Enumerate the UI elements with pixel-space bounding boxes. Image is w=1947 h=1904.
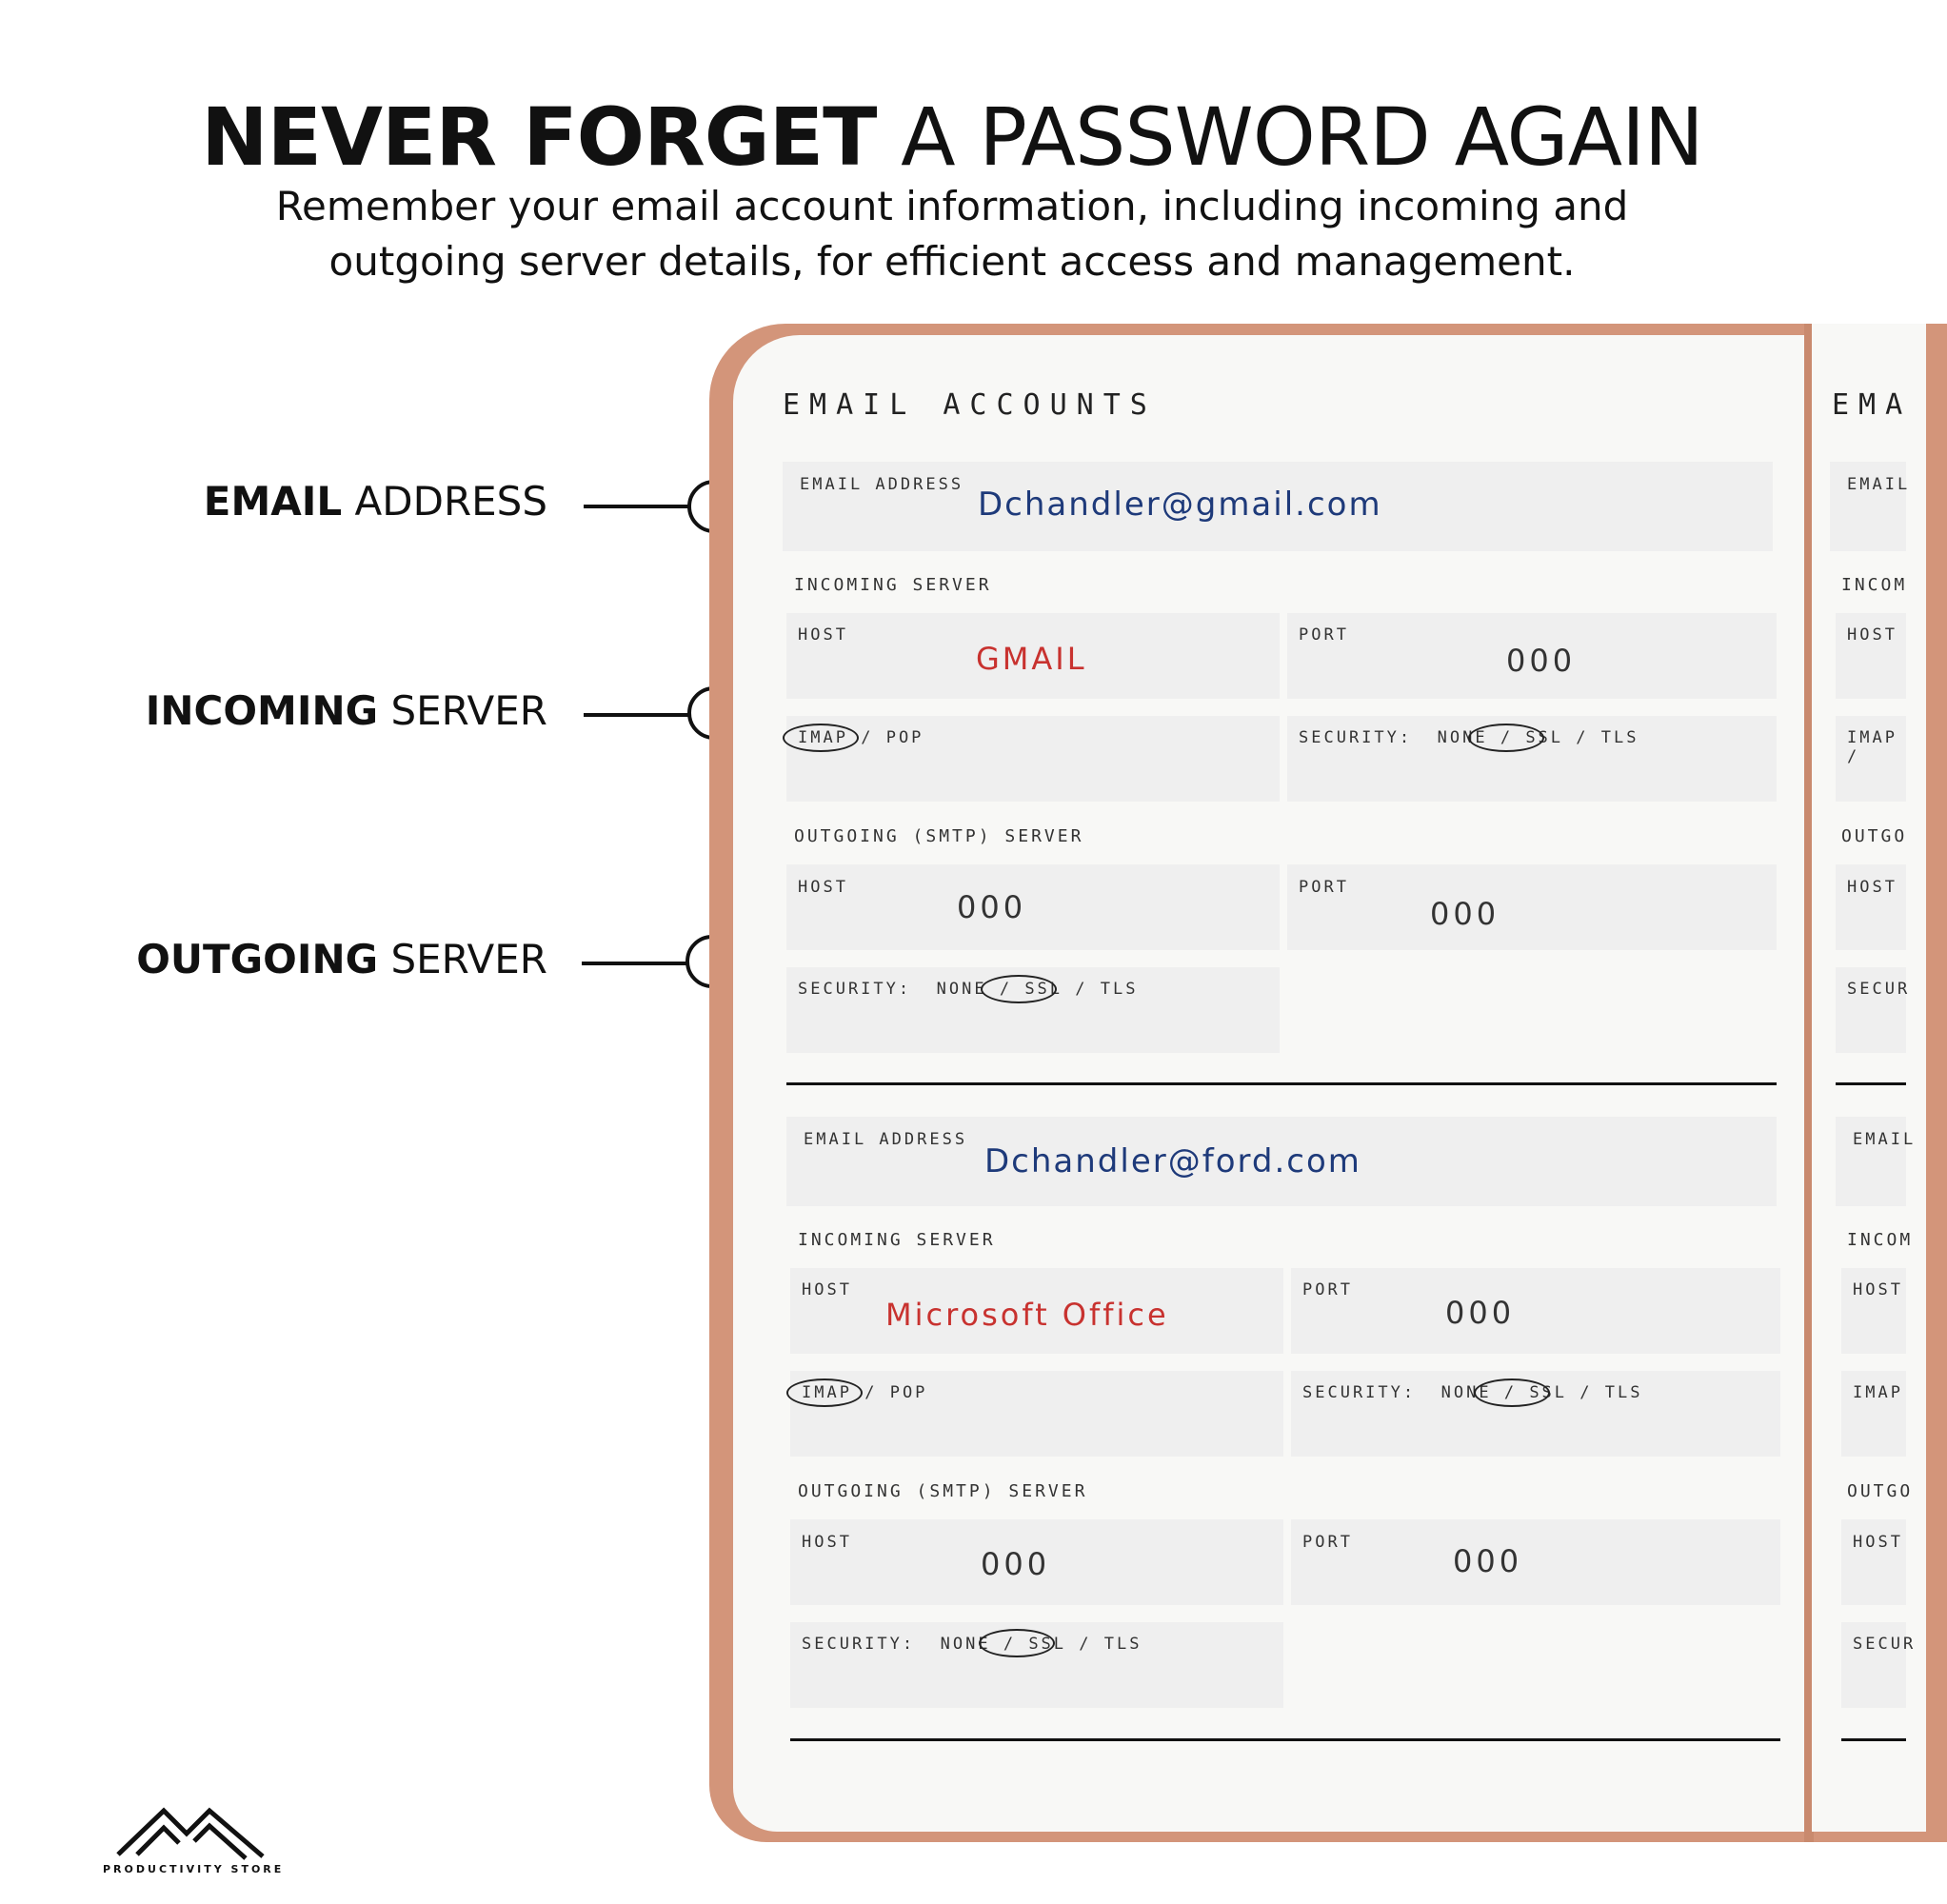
callout-email-address <box>204 478 547 525</box>
outgoing-host-value-2: 000 <box>981 1546 1051 1582</box>
email-value-1: Dchandler@gmail.com <box>978 486 1382 524</box>
separator: / <box>1579 1383 1593 1402</box>
incoming-port-field-2[interactable] <box>1291 1268 1780 1354</box>
ssl-option: SSL <box>1529 1383 1568 1402</box>
incoming-port-value-1: 000 <box>1506 643 1577 679</box>
ssl-option: SSL <box>1028 1635 1067 1654</box>
subtitle-line-1: Remember your email account information, including incoming and <box>275 183 1629 229</box>
separator: / <box>1079 1635 1092 1654</box>
port-label: PORT <box>1302 1280 1353 1299</box>
incoming-host-value-2: Microsoft Office <box>885 1297 1169 1333</box>
callout-bold: OUTGOING <box>136 936 379 982</box>
email-value-2: Dchandler@ford.com <box>984 1142 1361 1180</box>
host-label: HOST <box>798 878 848 897</box>
none-option: NONE <box>936 980 987 999</box>
next-page-label: IMAP <box>1853 1383 1903 1402</box>
none-option: NONE <box>1440 1383 1492 1402</box>
separator: / <box>1500 728 1514 747</box>
next-page-label: HOST <box>1847 878 1897 897</box>
outgoing-host-field-1[interactable] <box>786 864 1280 950</box>
incoming-server-heading: INCOMING SERVER <box>798 1230 996 1250</box>
callout-outgoing-server <box>136 936 547 982</box>
ssl-option: SSL <box>1024 980 1063 999</box>
callout-light: SERVER <box>390 687 547 734</box>
subtitle-line-2: outgoing server details, for efficient access and management. <box>328 238 1576 285</box>
pop-option: POP <box>885 728 924 747</box>
ssl-circle-mark <box>1468 724 1544 752</box>
imap-option: IMAP <box>798 728 848 747</box>
next-page-label: INCOM <box>1841 575 1908 595</box>
imap-circle-mark <box>783 724 859 752</box>
callout-connector <box>582 962 688 965</box>
section-divider <box>1841 1738 1906 1741</box>
next-page-label: HOST <box>1853 1533 1903 1552</box>
none-option: NONE <box>940 1635 991 1654</box>
host-label: HOST <box>802 1533 852 1552</box>
section-divider <box>786 1082 1777 1085</box>
next-page-label: IMAP / <box>1847 728 1897 766</box>
next-page-label: OUTGO <box>1841 826 1908 846</box>
security-options <box>1302 1383 1643 1402</box>
next-page-label: EMAIL <box>1847 475 1911 494</box>
ssl-circle-mark <box>979 1629 1055 1657</box>
host-label: HOST <box>802 1280 852 1299</box>
ssl-circle-mark <box>981 975 1057 1003</box>
tls-option: TLS <box>1604 1383 1643 1402</box>
ssl-circle-mark <box>1474 1378 1550 1407</box>
next-page-title: EMA <box>1832 388 1913 422</box>
mountain-logo-icon <box>105 1797 276 1866</box>
headline-light: A PASSWORD AGAIN <box>901 90 1703 184</box>
callout-bold: EMAIL <box>203 478 343 525</box>
port-label: PORT <box>1299 878 1349 897</box>
port-label: PORT <box>1299 625 1349 645</box>
none-option: NONE <box>1437 728 1488 747</box>
security-options <box>798 980 1139 999</box>
security-label: SECURITY: <box>1302 1383 1417 1402</box>
imap-option: IMAP <box>802 1383 852 1402</box>
pop-option: POP <box>889 1383 928 1402</box>
security-label: SECURITY: <box>802 1635 916 1654</box>
email-label: EMAIL ADDRESS <box>804 1130 968 1149</box>
next-page-label: OUTGO <box>1847 1481 1914 1501</box>
callout-light: ADDRESS <box>354 478 547 525</box>
email-label: EMAIL ADDRESS <box>800 475 964 494</box>
callout-light: SERVER <box>390 936 547 982</box>
section-divider <box>1836 1082 1906 1085</box>
section-divider <box>790 1738 1780 1741</box>
separator: / <box>1503 1383 1518 1402</box>
outgoing-port-field-2[interactable] <box>1291 1519 1780 1605</box>
tls-option: TLS <box>1100 980 1139 999</box>
outgoing-host-value-1: 000 <box>957 889 1027 925</box>
tls-option: TLS <box>1600 728 1639 747</box>
separator: / <box>1003 1635 1017 1654</box>
callout-connector <box>584 505 690 508</box>
ssl-option: SSL <box>1525 728 1564 747</box>
incoming-host-value-1: GMAIL <box>976 641 1087 677</box>
imap-circle-mark <box>786 1378 863 1407</box>
page-title: EMAIL ACCOUNTS <box>783 388 1157 422</box>
next-page-label: HOST <box>1853 1280 1903 1299</box>
next-page-label: INCOM <box>1847 1230 1914 1250</box>
next-page-label: SECUR <box>1847 980 1911 999</box>
callout-incoming-server <box>146 687 547 734</box>
outgoing-port-value-2: 000 <box>1453 1543 1523 1579</box>
separator: / <box>864 1383 878 1402</box>
separator: / <box>1576 728 1589 747</box>
separator: / <box>861 728 874 747</box>
security-label: SECURITY: <box>798 980 912 999</box>
outgoing-port-value-1: 000 <box>1430 896 1500 932</box>
headline-bold: NEVER FORGET <box>201 90 877 184</box>
next-page-label: HOST <box>1847 625 1897 645</box>
security-label: SECURITY: <box>1299 728 1413 747</box>
next-page-label: EMAIL <box>1853 1130 1917 1149</box>
port-label: PORT <box>1302 1533 1353 1552</box>
callout-bold: INCOMING <box>145 687 379 734</box>
next-page-label: SECUR <box>1853 1635 1917 1654</box>
outgoing-server-heading: OUTGOING (SMTP) SERVER <box>794 826 1084 846</box>
outgoing-server-heading: OUTGOING (SMTP) SERVER <box>798 1481 1088 1501</box>
separator: / <box>999 980 1013 999</box>
outgoing-port-field-1[interactable] <box>1287 864 1777 950</box>
security-options <box>802 1635 1142 1654</box>
host-label: HOST <box>798 625 848 645</box>
incoming-port-value-2: 000 <box>1445 1295 1516 1331</box>
callout-connector <box>584 713 690 717</box>
separator: / <box>1075 980 1088 999</box>
headline <box>0 90 1904 184</box>
incoming-server-heading: INCOMING SERVER <box>794 575 992 595</box>
brand-name: PRODUCTIVITY STORE <box>103 1863 285 1875</box>
tls-option: TLS <box>1103 1635 1142 1654</box>
